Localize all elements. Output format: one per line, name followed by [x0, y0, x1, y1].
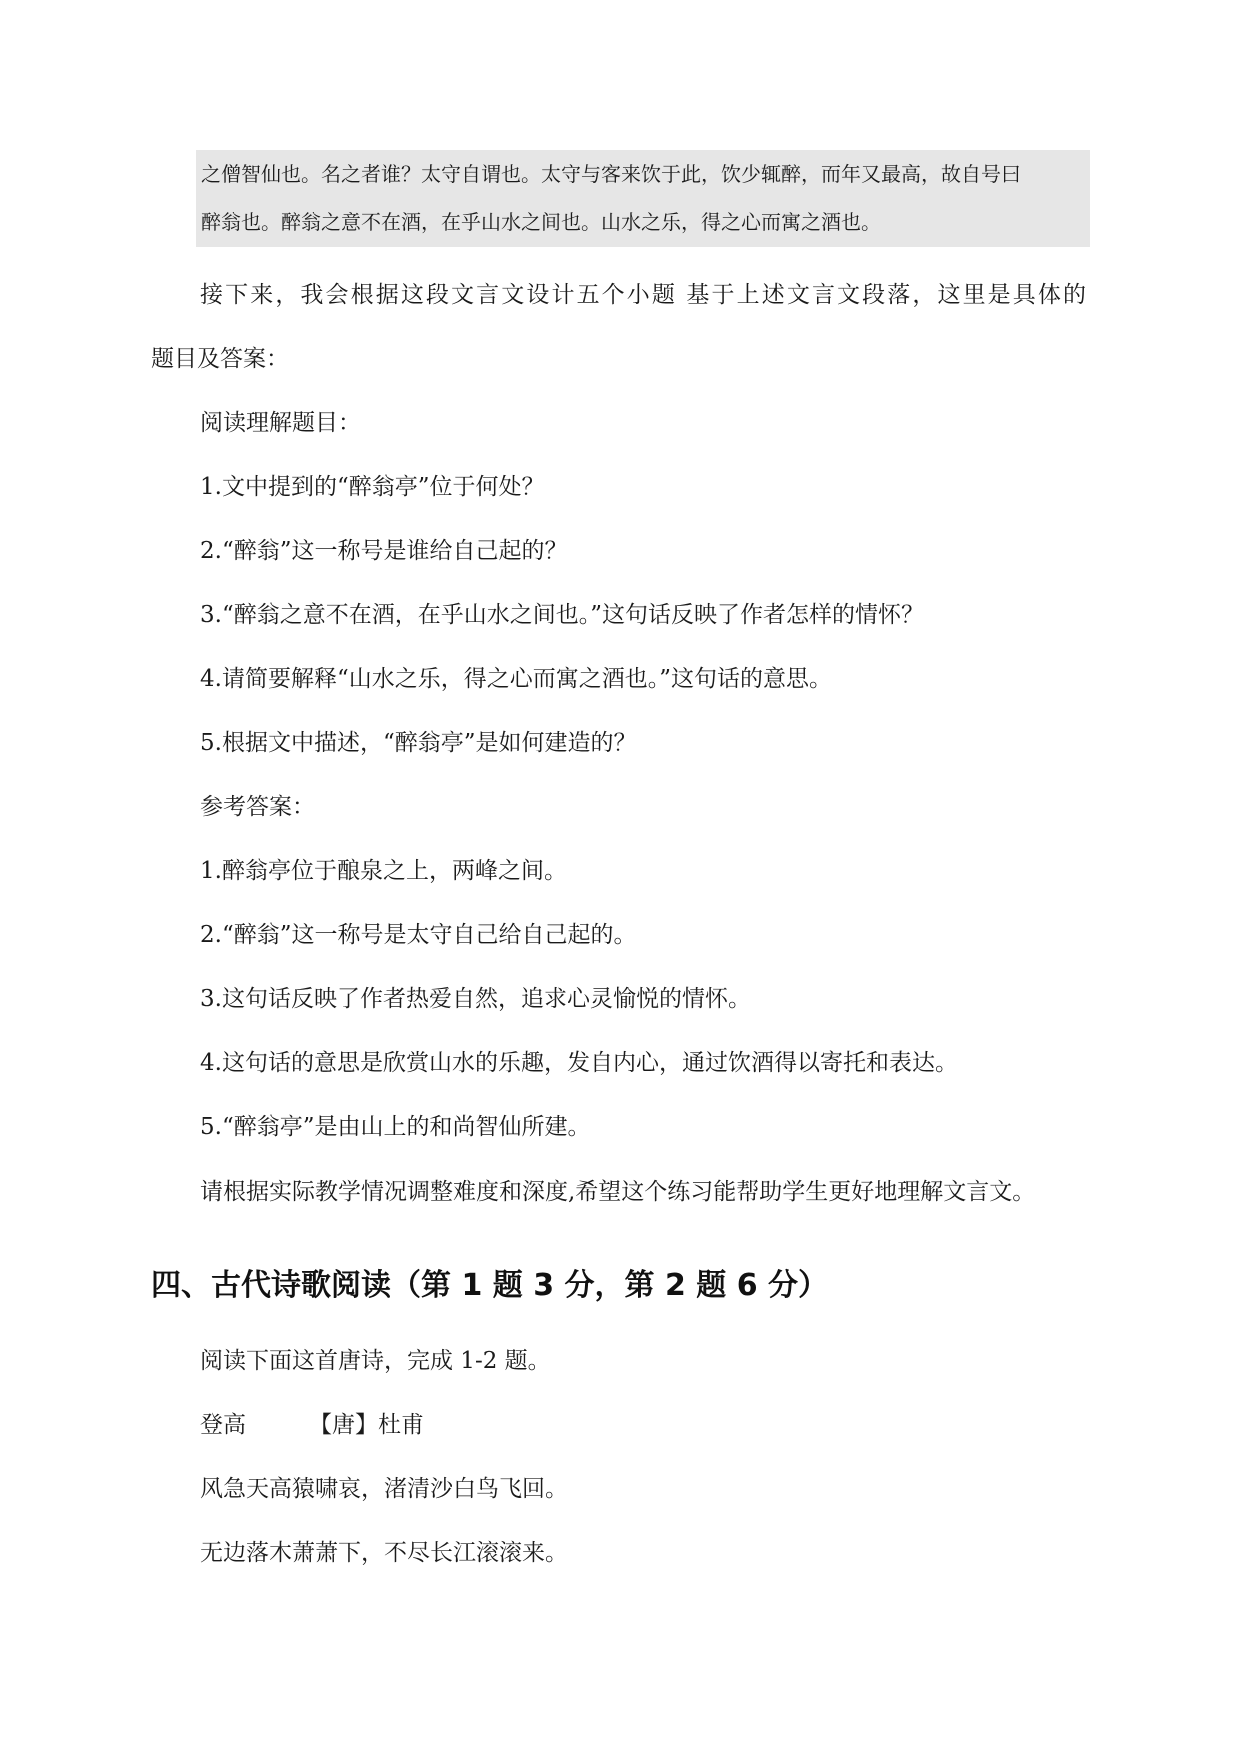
answer-item: 2.“醉翁”这一称号是太守自己给自己起的。	[200, 922, 637, 948]
question-item: 1.文中提到的“醉翁亭”位于何处？	[200, 474, 545, 500]
answer-item: 3.这句话反映了作者热爱自然，追求心灵愉悦的情怀。	[200, 986, 751, 1012]
answers-title: 参考答案：	[200, 794, 315, 820]
answer-item: 1.醉翁亭位于酿泉之上，两峰之间。	[200, 858, 567, 884]
section-heading: 四、古代诗歌阅读（第 1 题 3 分，第 2 题 6 分）	[151, 1268, 829, 1303]
poem-line: 风急天高猿啸哀，渚清沙白鸟飞回。	[200, 1476, 568, 1502]
answer-item: 5.“醉翁亭”是由山上的和尚智仙所建。	[200, 1114, 591, 1140]
poem-title: 登高	[200, 1412, 246, 1438]
intro-line-2: 题目及答案：	[151, 346, 289, 372]
poem-line: 无边落木萧萧下，不尽长江滚滚来。	[200, 1540, 568, 1566]
question-item: 5.根据文中描述，“醉翁亭”是如何建造的？	[200, 730, 637, 756]
intro-line-1: 接下来，我会根据这段文言文设计五个小题 基于上述文言文段落，这里是具体的	[200, 282, 1086, 308]
question-item: 2.“醉翁”这一称号是谁给自己起的？	[200, 538, 568, 564]
closing-note: 请根据实际教学情况调整难度和深度,希望这个练习能帮助学生更好地理解文言文。	[200, 1179, 1036, 1205]
question-item: 3.“醉翁之意不在酒，在乎山水之间也。”这句话反映了作者怎样的情怀？	[200, 602, 924, 628]
answer-item: 4.这句话的意思是欣赏山水的乐趣，发自内心，通过饮酒得以寄托和表达。	[200, 1050, 958, 1076]
poem-instruction: 阅读下面这首唐诗，完成 1-2 题。	[200, 1348, 551, 1374]
quoted-passage-line-2: 醉翁也。醉翁之意不在酒，在乎山水之间也。山水之乐，得之心而寓之酒也。	[201, 210, 881, 234]
questions-title: 阅读理解题目：	[200, 410, 361, 436]
quoted-passage-line-1: 之僧智仙也。名之者谁？太守自谓也。太守与客来饮于此，饮少辄醉，而年又最高，故自号曰	[201, 162, 1021, 186]
poem-author: 【唐】杜甫	[309, 1412, 424, 1438]
question-item: 4.请简要解释“山水之乐，得之心而寓之酒也。”这句话的意思。	[200, 666, 832, 692]
